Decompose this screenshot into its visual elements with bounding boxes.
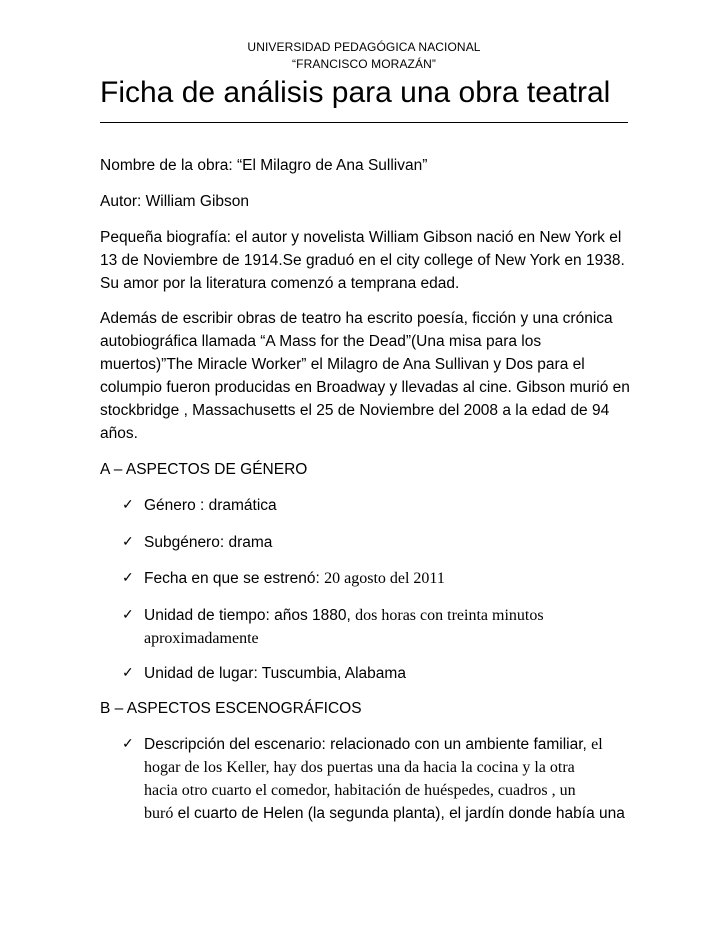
checkmark-icon: ✓ [122, 664, 134, 680]
title-divider [100, 122, 628, 123]
section-a-heading: A – ASPECTOS DE GÉNERO [100, 461, 308, 478]
stage-description-line: hogar de los Keller, hay dos puertas una da hacia la cocina y la otra [144, 759, 575, 776]
checkmark-icon: ✓ [122, 533, 134, 549]
page-title: Ficha de análisis para una obra teatral [100, 76, 611, 109]
biography-line: Pequeña biografía: el autor y novelista William Gibson nació en New York el [100, 229, 622, 246]
stage-description-text: Descripción del escenario: relacionado con un ambiente familiar, [144, 736, 587, 753]
stage-description-text: el cuarto de Helen (la segunda planta), el jardín donde había una [177, 805, 625, 822]
stage-description-text: buró [144, 805, 174, 822]
biography-line: Su amor por la literatura comenzó a temprana edad. [100, 275, 460, 292]
stage-description-text: el [591, 736, 603, 753]
works-line: columpio fueron producidas en Broadway y llevadas al cine. Gibson murió en [100, 379, 630, 396]
works-line: muertos)”The Miracle Worker” el Milagro de Ana Sullivan y Dos para el [100, 356, 585, 373]
stage-description-line: hacia otro cuarto el comedor, habitación de huéspedes, cuadros , un [144, 782, 576, 799]
time-unit-value: dos horas con treinta minutos [355, 607, 544, 624]
subgenre-item: Subgénero: drama [144, 534, 273, 551]
premiere-date-label: Fecha en que se estrenó: [144, 570, 320, 587]
time-unit-value-cont: aproximadamente [144, 630, 259, 647]
checkmark-icon: ✓ [122, 496, 134, 512]
works-line: stockbridge , Massachusetts el 25 de Noviembre del 2008 a la edad de 94 [100, 402, 610, 419]
place-unit-item: Unidad de lugar: Tuscumbia, Alabama [144, 665, 406, 682]
university-header: UNIVERSIDAD PEDAGÓGICA NACIONAL [247, 40, 481, 54]
checkmark-icon: ✓ [122, 735, 134, 751]
genre-item: Género : dramática [144, 497, 277, 514]
time-unit-label: Unidad de tiempo: años 1880, [144, 607, 351, 624]
checkmark-icon: ✓ [122, 606, 134, 622]
campus-header: “FRANCISCO MORAZÁN” [292, 57, 436, 71]
checkmark-icon: ✓ [122, 569, 134, 585]
works-line: autobiográfica llamada “A Mass for the Dead”(Una misa para los [100, 333, 542, 350]
premiere-date-item [144, 567, 634, 590]
play-name: Nombre de la obra: “El Milagro de Ana Sullivan” [100, 157, 428, 174]
stage-description-line [144, 733, 634, 756]
works-line: Además de escribir obras de teatro ha escrito poesía, ficción y una crónica [100, 310, 613, 327]
works-line: años. [100, 425, 138, 442]
section-b-heading: B – ASPECTOS ESCENOGRÁFICOS [100, 700, 362, 717]
time-unit-item [144, 604, 634, 627]
stage-description-line [144, 802, 634, 825]
author: Autor: William Gibson [100, 193, 250, 210]
premiere-date-value: 20 agosto del 2011 [324, 570, 445, 587]
biography-line: 13 de Noviembre de 1914.Se graduó en el city college of New York en 1938. [100, 252, 625, 269]
